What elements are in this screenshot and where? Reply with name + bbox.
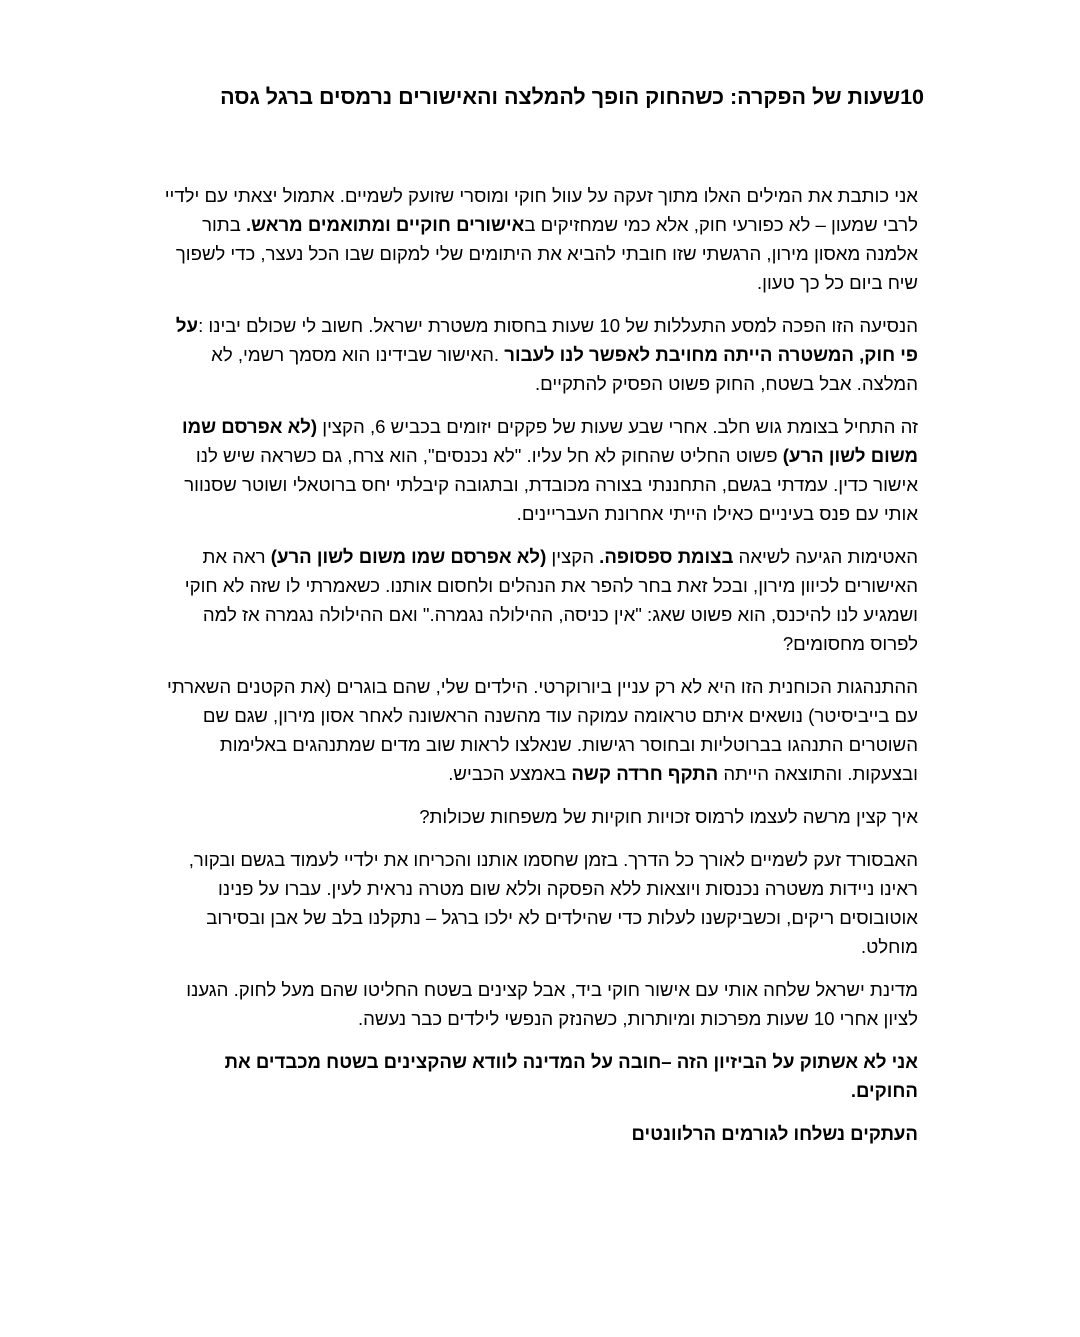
paragraph-7 [158, 845, 918, 961]
text-run: זה התחיל בצומת גוש חלב. אחרי שבע שעות של פקקים יזומים בכביש 6, הקצין [317, 416, 918, 437]
text-run: מדינת ישראל שלחה אותי עם אישור חוקי ביד, אבל קצינים בשטח החליטו שהם מעל לחוק. הגענו לציון אחרי 10 שעות מפרכות ומיותרות, כשהנזק הנפשי לילדים כבר נעשה. [186, 979, 918, 1029]
paragraph-2 [158, 311, 918, 398]
paragraph-3 [158, 412, 918, 528]
text-run: ראה את האישורים לכיוון מירון, ובכל זאת בחר להפר את הנהלים ולחסום אותנו. כשאמרתי לו שזה לא חוקי ושמגיע לנו להיכנס, הוא פשוט שאג: "אין כניסה, ההילולה נגמרה." ואם ההילולה נגמרה אז למה לפרוס מחסומים? [184, 546, 918, 654]
paragraph-1 [158, 181, 918, 297]
bold-text-run: העתקים נשלחו לגורמים הרלוונטים [631, 1123, 918, 1144]
bold-text-run: (לא אפרסם שמו משום לשון הרע) [270, 546, 547, 567]
bold-text-run: אישורים חוקיים ומתואמים מראש. [246, 214, 525, 235]
bold-text-run: בצומת ספסופה. [599, 546, 734, 567]
text-run: האבסורד זעק לשמיים לאורך כל הדרך. בזמן שחסמו אותנו והכריחו את ילדיי לעמוד בגשם ובקור, ראינו ניידות משטרה נכנסות ויוצאות ללא הפסקה וללא שום מטרה נראית לעין. עברו על פנינו אוטובוסים ריקים, וכשביקשנו לעלות כדי שהילדים לא ילכו ברגל – נתקלנו בלב של אבן ובסירוב מוחלט. [188, 849, 918, 957]
text-run: הנסיעה הזו הפכה למסע התעללות של 10 שעות בחסות משטרת ישראל. חשוב לי שכולם יבינו : [198, 315, 918, 336]
bold-text-run: אני לא אשתוק על הביזיון הזה –חובה על המדינה לוודא שהקצינים בשטח מכבדים את החוקים. [224, 1051, 918, 1101]
text-run: בתור אלמנה מאסון מירון, הרגשתי שזו חובתי להביא את היתומים שלי למקום שבו הכל נעצר, כדי לשפוך שיח ביום כל כך טעון. [175, 214, 918, 293]
text-run: ההתנהגות הכוחנית הזו היא לא רק עניין ביורוקרטי. הילדים שלי, שהם בוגרים (את הקטנים השארתי עם בייביסיטר) נושאים איתם טראומה עמוקה עוד מהשנה הראשונה לאחר אסון מירון, שגם שם השוטרים התנהגו בברוטליות ובחוסר רגישות. שנאלצו לראות שוב מדים שמתנהגים באלימות ובצעקות. והתוצאה הייתה [167, 676, 918, 784]
paragraph-5 [158, 672, 918, 788]
paragraph-4 [158, 542, 918, 658]
text-run: הקצין [546, 546, 600, 567]
text-run: פשוט החליט שהחוק לא חל עליו. "לא נכנסים", הוא צרח, גם כשראה שיש לנו אישור כדין. עמדתי בגשם, התחננתי בצורה מכובדת, ובתגובה קיבלתי יחס ברוטאלי ושוטר שסנוור אותי עם פנס בעיניים כאילו הייתי אחרונת העבריינים. [184, 445, 918, 524]
bold-text-run: על פי חוק, המשטרה הייתה מחויבת לאפשר לנו לעבור [175, 315, 918, 365]
paragraph-9 [158, 1047, 918, 1105]
text-run: .האישור שבידינו הוא מסמך רשמי, לא המלצה. אבל בשטח, החוק פשוט הפסיק להתקיים. [211, 344, 918, 394]
text-run: אני כותבת את המילים האלו מתוך זעקה על עוול חוקי ומוסרי שזועק לשמיים. אתמול יצאתי עם ילדיי לרבי שמעון – לא כפורעי חוק, אלא כמי שמחזיקים ב [164, 185, 918, 235]
text-run: איך קצין מרשה לעצמו לרמוס זכויות חוקיות של משפחות שכולות? [419, 806, 918, 827]
document-body [158, 181, 918, 1162]
paragraph-10 [158, 1119, 918, 1148]
bold-text-run: (לא אפרסם שמו משום לשון הרע) [182, 416, 918, 466]
document-title: 10שעות של הפקרה: כשהחוק הופך להמלצה והאישורים נרמסים ברגל גסה [220, 85, 924, 109]
text-run: באמצע הכביש. [448, 763, 572, 784]
paragraph-6 [158, 802, 918, 831]
paragraph-8 [158, 975, 918, 1033]
text-run: האטימות הגיעה לשיאה [733, 546, 918, 567]
bold-text-run: התקף חרדה קשה [571, 763, 719, 784]
